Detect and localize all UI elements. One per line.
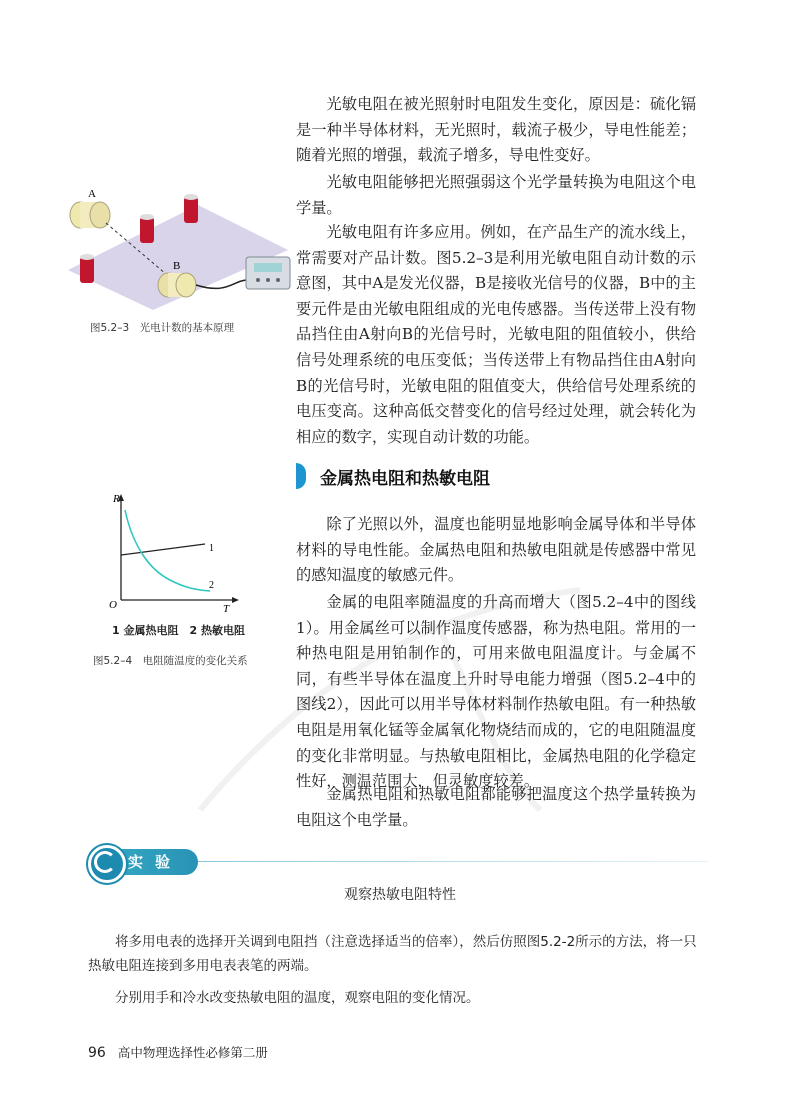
- paragraph-thermistor-details: 金属的电阻率随温度的升高而增大（图5.2–4中的图线1）。用金属丝可以制作温度传感器，称为热电阻。常用的一种热电阻是用铂制作的，可用来做电阻温度计。与金属不同，有些半导体在温度上升时导电能力增强（图5.2–4中的图线2），因此可以用半导体材料制作热敏电阻。有一种热敏电阻是用氧化锰等金属氧化物烧结而成的，它的电阻随温度的变化非常明显。与热敏电阻相比，金属热电阻的化学稳定性好，测温范围大，但灵敏度较差。: [296, 593, 696, 791]
- page-footer: [88, 1043, 268, 1061]
- paragraph-temperature-intro: 除了光照以外，温度也能明显地影响金属导体和半导体材料的导电性能。金属热电阻和热敏电阻就是传感器中常见的感知温度的敏感元件。: [296, 515, 696, 585]
- page-number: 96: [88, 1045, 106, 1061]
- curve-1: [121, 544, 205, 555]
- figure-legend-5-2-4: 1 金属热电阻 2 热敏电阻: [112, 624, 245, 637]
- origin-label: O: [109, 599, 117, 611]
- receiver-b: [158, 273, 196, 297]
- paragraph-thermistor-conversion: 金属热电阻和热敏电阻都能够把温度这个热学量转换为电阻这个电学量。: [296, 785, 696, 829]
- label-b: B: [173, 260, 181, 272]
- experiment-step-2: 分别用手和冷水改变热敏电阻的温度，观察电阻的变化情况。: [115, 990, 480, 1006]
- can-1: [140, 214, 154, 243]
- axis-label-r: R: [113, 493, 120, 505]
- paragraph-photoresistor-conversion: 光敏电阻能够把光照强弱这个光学量转换为电阻这个电学量。: [296, 173, 696, 217]
- experiment-step-1: 将多用电表的选择开关调到电阻挡（注意选择适当的倍率），然后仿照图5.2-2所示的方法，将一只热敏电阻连接到多用电表表笔的两端。: [88, 934, 697, 974]
- heading-marker: [296, 463, 306, 489]
- section-heading: [296, 461, 490, 491]
- can-2: [184, 194, 198, 223]
- experiment-title: 观察热敏电阻特性: [344, 887, 456, 903]
- figure-caption-5-2-3: 图5.2–3 光电计数的基本原理: [90, 322, 235, 334]
- section-heading-text: 金属热电阻和热敏电阻: [320, 468, 490, 489]
- figure-caption-5-2-4: 图5.2–4 电阻随温度的变化关系: [93, 655, 248, 667]
- curve-1-label: 1: [209, 543, 214, 554]
- paragraph-photoresistor-principle: 光敏电阻在被光照射时电阻发生变化，原因是：硫化镉是一种半导体材料，无光照时，载流子极少，导电性能差；随着光照的增强，载流子增多，导电性变好。: [296, 95, 696, 165]
- label-a: A: [88, 188, 96, 200]
- figure-photoelectric-counting: [58, 185, 298, 315]
- experiment-rule: [198, 861, 708, 862]
- experiment-icon-ring: [94, 851, 116, 873]
- curve-2-label: 2: [209, 580, 214, 591]
- can-3: [80, 254, 94, 283]
- paragraph-photoresistor-application: 光敏电阻有许多应用。例如，在产品生产的流水线上，常需要对产品计数。图5.2–3是利用光敏电阻自动计数的示意图，其中A是发光仪器，B是接收光信号的仪器，B中的主要元件是由光敏电阻组成的光电传感器。当传送带上没有物品挡住由A射向B的光信号时，光敏电阻的阻值较小，供给信号处理系统的电压变低；当传送带上有物品挡住由A射向B的光信号时，光敏电阻的阻值变大，供给信号处理系统的电压变高。这种高低交替变化的信号经过处理，就会转化为相应的数字，实现自动计数的功能。: [296, 223, 696, 446]
- axis-label-t: T: [223, 603, 230, 612]
- experiment-banner-label: 实验: [128, 853, 183, 871]
- signal-processor: [246, 257, 290, 289]
- book-title: 高中物理选择性必修第二册: [117, 1045, 268, 1060]
- emitter-a: [70, 202, 110, 228]
- experiment-banner: [88, 843, 198, 879]
